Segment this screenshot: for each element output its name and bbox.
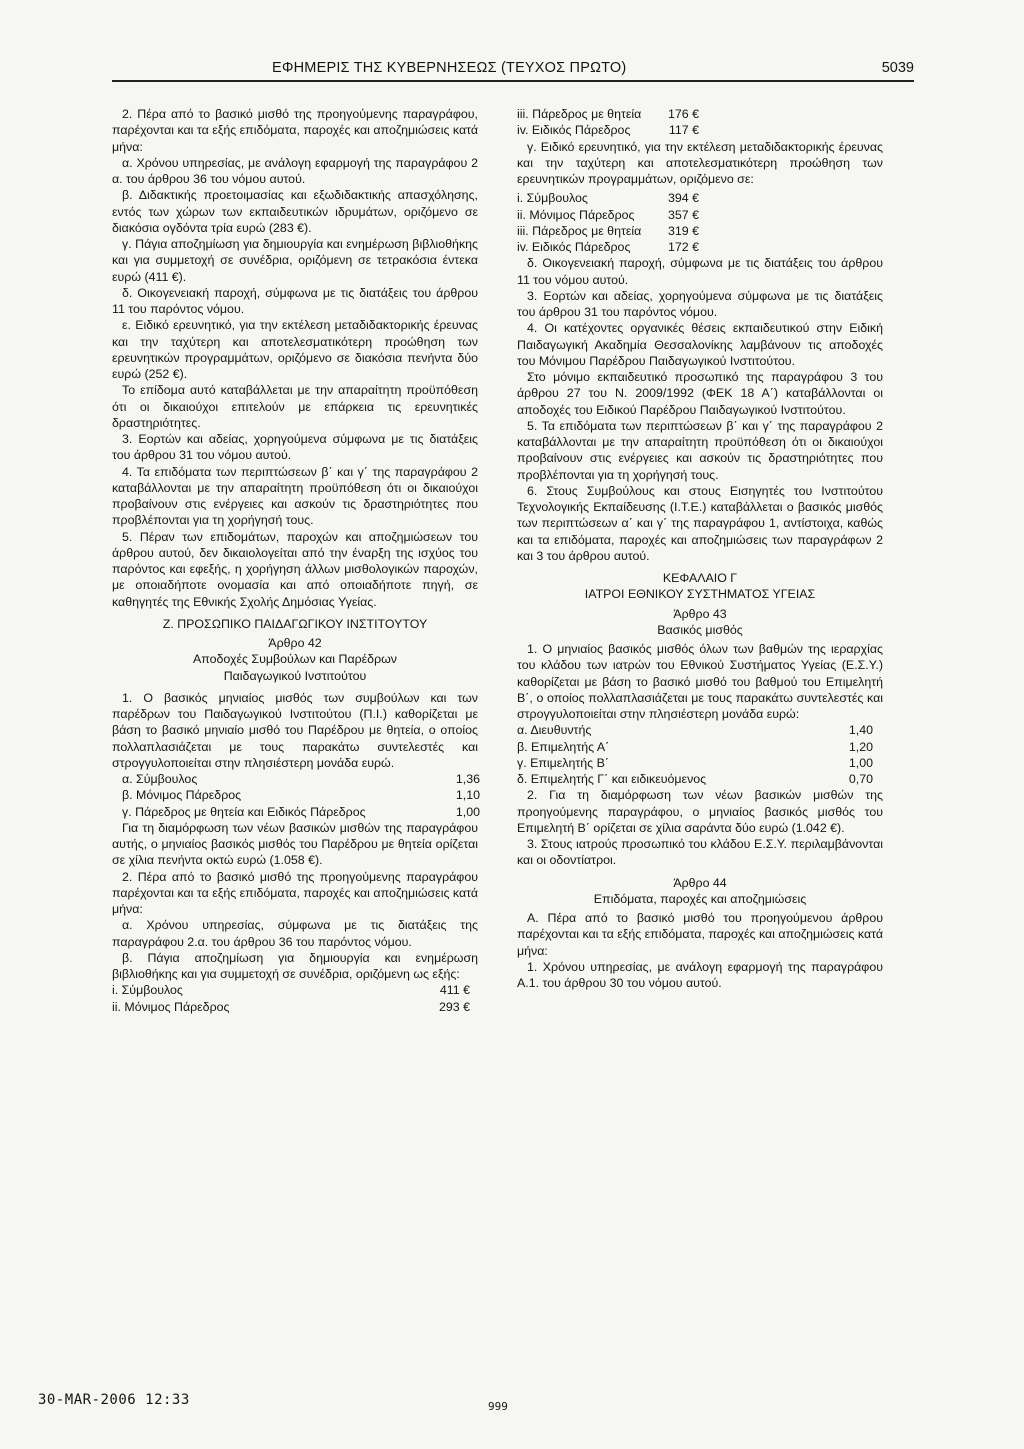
paragraph: Στο μόνιμο εκπαιδευτικό προσωπικό της παραγράφου 3 του άρθρου 27 του Ν. 2009/1992 (ΦΕΚ 18 Α΄) καταβάλλονται οι αποδοχές του Ειδικού Παρέδρου Παιδαγωγικού Ινστιτούτου. [517,370,883,417]
paragraph: 3. Εορτών και αδείας, χορηγούμενα σύμφωνα με τις διατάξεις του άρθρου 31 του νόμου αυτού. [112,432,478,463]
paragraph: 6. Στους Συμβούλους και στους Εισηγητές του Ινστιτούτου Τεχνολογικής Εκπαίδευσης (Ι.Τ.Ε.) καταβάλλεται ο βασικός μισθός των περιπτώσεων α΄ και γ΄ της παραγράφου 1, αντίστοιχα, καθώς και τα επιδόματα, παροχές και αποζημιώσεις των παραγράφων 2 και 3 του άρθρου αυτού. [517,483,883,563]
header-rule [112,80,914,82]
article-title: Παιδαγωγικού Ινστιτούτου [223,668,367,683]
gazette-title: ΕΦΗΜΕΡΙΣ ΤΗΣ ΚΥΒΕΡΝΗΣΕΩΣ (ΤΕΥΧΟΣ ΠΡΩΤΟ) [272,60,627,76]
paragraph: 3. Στους ιατρούς προσωπικό του κλάδου Ε.Σ.Υ. περιλαμβάνονται και οι οδοντίατροι. [517,837,883,868]
coefficient-row: α. Σύμβουλος 1,36 [122,772,480,786]
paragraph: 2. Πέρα από το βασικό μισθό της προηγούμενης παραγράφου, παρέχονται και τα εξής επιδόματα, παροχές και αποζημιώσεις κατά μήνα: [112,107,478,154]
paragraph: 1. Χρόνου υπηρεσίας, με ανάλογη εφαρμογή της παραγράφου Α.1. του άρθρου 30 του νόμου αυτού. [517,959,883,990]
paragraph: 1. Ο βασικός μηνιαίος μισθός των συμβούλων και των παρέδρων του Παιδαγωγικού Ινστιτούτου (Π.Ι.) καθορίζεται με βάση το βασικό μηνιαίο μισθό του Παρέδρου με θητεία, ο οποίος πολλαπλασιάζεται με τους παρακάτω συντελεστές και στρογγυλοποιείται στην πλησιέστερη μονάδα ευρώ. [112,690,478,770]
page-number: 5039 [881,60,914,76]
paragraph: 5. Πέραν των επιδομάτων, παροχών και αποζημιώσεων του άρθρου αυτού, δεν δικαιολογείται από την έναρξη της ισχύος του παρόντος και εφεξής, η χορήγηση άλλων μισθολογικών παροχών, με οποιαδήποτε ονομασία και από οποιαδήποτε πηγή, σε καθηγητές της Εθνικής Σχολής Δημόσιας Υγείας. [112,529,478,609]
article-number: Άρθρο 44 [673,875,727,890]
amount-row: ii. Μόνιμος Πάρεδρος 357 € [517,207,699,222]
amount-row: i. Σύμβουλος 394 € [517,191,699,206]
page-header [112,58,914,80]
amount-row: ii. Μόνιμος Πάρεδρος 293 € [112,999,470,1014]
paragraph: β. Διδακτικής προετοιμασίας και εξωδιδακτικής απασχόλησης, εντός των χώρων των εκπαιδευτικών ιδρυμάτων, οριζόμενο σε διακόσια ογδόντα τρία ευρώ (283 €). [112,188,478,235]
amount-row: iv. Ειδικός Πάρεδρος 172 € [517,240,699,254]
coefficient-row: α. Διευθυντής 1,40 [517,723,873,738]
paragraph: β. Πάγια αποζημίωση για δημιουργία και ενημέρωση βιβλιοθήκης και για συμμετοχή σε συνέδρια, οριζόμενη ως εξής: [112,950,478,981]
paragraph: Για τη διαμόρφωση των νέων βασικών μισθών της παραγράφου αυτής, ο μηνιαίος βασικός μισθός του Παρέδρου με θητεία ορίζεται σε χίλια πενήντα οκτώ ευρώ (1.058 €). [112,820,478,868]
fax-timestamp: 30-MAR-2006 12:33 [38,1392,190,1408]
paragraph: Α. Πέρα από το βασικό μισθό του προηγούμενου άρθρου παρέχονται και τα εξής επιδόματα, παροχές και αποζημιώσεις κατά μήνα: [517,911,883,958]
paragraph: α. Χρόνου υπηρεσίας, σύμφωνα με τις διατάξεις της παραγράφου 2.α. του άρθρου 36 του παρόντος νόμου. [112,918,478,949]
coefficient-row: β. Μόνιμος Πάρεδρος 1,10 [122,788,480,803]
chapter-heading: Ζ. ΠΡΟΣΩΠΙΚΟ ΠΑΙΔΑΓΩΓΙΚΟΥ ΙΝΣΤΙΤΟΥΤΟΥ [162,616,428,631]
paragraph: 4. Τα επιδόματα των περιπτώσεων β΄ και γ΄ της παραγράφου 2 καταβάλλονται με την απαραίτητη προϋπόθεση ότι οι δικαιούχοι προβαίνουν στις ενέργειες και ασκούν τις δραστηριότητες που προβλέπονται για τη χορήγησή τους. [112,464,478,528]
paragraph: γ. Ειδικό ερευνητικό, για την εκτέλεση μεταδιδακτορικής έρευνας και την ταχύτερη και αποτελεσματικότερη προώθηση των ερευνητικών προγραμμάτων, οριζόμενο σε: [517,139,883,186]
coefficient-row: γ. Επιμελητής Β΄ 1,00 [517,755,873,770]
paragraph: 2. Για τη διαμόρφωση των νέων βασικών μισθών της προηγούμενης παραγράφου, ο μηνιαίος βασικός μισθός του Επιμελητή Β΄ ορίζεται σε χίλια σαράντα δύο ευρώ (1.042 €). [517,788,883,835]
paragraph: Το επίδομα αυτό καταβάλλεται με την απαραίτητη προϋπόθεση ότι οι δικαιούχοι επιτελούν με επάρκεια τις ερευνητικές δραστηριότητες. [112,383,478,430]
article-title: Επιδόματα, παροχές και αποζημιώσεις [593,891,807,906]
coefficient-row: δ. Επιμελητής Γ΄ και ειδικευόμενος 0,70 [517,772,873,786]
paragraph: δ. Οικογενειακή παροχή, σύμφωνα με τις διατάξεις του άρθρου 11 του παρόντος νόμου. [112,285,478,316]
chapter-heading: ΙΑΤΡΟΙ ΕΘΝΙΚΟΥ ΣΥΣΤΗΜΑΤΟΣ ΥΓΕΙΑΣ [584,587,816,602]
right-column [517,106,883,991]
amount-row: iii. Πάρεδρος με θητεία 319 € [517,223,699,238]
coefficient-row: γ. Πάρεδρος με θητεία και Ειδικός Πάρεδρος 1,00 [122,804,480,819]
paragraph: α. Χρόνου υπηρεσίας, με ανάλογη εφαρμογή της παραγράφου 2 α. του άρθρου 36 του νόμου αυτού. [112,155,478,186]
amount-row: iii. Πάρεδρος με θητεία 176 € [517,107,699,121]
chapter-heading: ΚΕΦΑΛΑΙΟ Γ [662,571,738,585]
coefficient-row: β. Επιμελητής Α΄ 1,20 [517,739,873,754]
paragraph: 1. Ο μηνιαίος βασικός μισθός όλων των βαθμών της ιεραρχίας του κλάδου των ιατρών του Εθνικού Συστήματος Υγείας (Ε.Σ.Υ.) καθορίζεται με βάση το βασικό μισθό του βαθμού του Επιμελητή Β΄, ο οποίος πολλαπλασιάζεται με τους παρακάτω συντελεστές και στρογγυλοποιείται στην πλησιέστερη μονάδα ευρώ: [517,642,883,721]
paragraph: 4. Οι κατέχοντες οργανικές θέσεις εκπαιδευτικού στην Ειδική Παιδαγωγική Ακαδημία Θεσσαλονίκης λαμβάνουν τις αποδοχές του Μόνιμου Παρέδρου Παιδαγωγικού Ινστιτούτου. [517,321,883,368]
left-column [112,106,478,1015]
paragraph: δ. Οικογενειακή παροχή, σύμφωνα με τις διατάξεις του άρθρου 11 του νόμου αυτού. [517,256,883,287]
article-number: Άρθρο 43 [673,606,727,621]
article-number: Άρθρο 42 [268,636,322,650]
amount-row: i. Σύμβουλος 411 € [112,983,470,998]
amount-row: iv. Ειδικός Πάρεδρος 117 € [517,123,699,138]
paragraph: ε. Ειδικό ερευνητικό, για την εκτέλεση μεταδιδακτορικής έρευνας και την ταχύτερη και αποτελεσματικότερη προώθηση των ερευνητικών προγραμμάτων, οριζόμενο σε διακόσια πενήντα δύο ευρώ (252 €). [112,318,478,381]
paragraph: 2. Πέρα από το βασικό μισθό της προηγούμενης παραγράφου παρέχονται και τα εξής επιδόματα, παροχές και αποζημιώσεις κατά μήνα: [112,869,478,916]
article-title: Βασικός μισθός [657,622,743,637]
paragraph: γ. Πάγια αποζημίωση για δημιουργία και ενημέρωση βιβλιοθήκης και για συμμετοχή σε συνέδρια, οριζόμενη σε τετρακόσια έντεκα ευρώ (411 €). [112,237,478,284]
fax-page-number: 999 [488,1400,508,1413]
article-title: Αποδοχές Συμβούλων και Παρέδρων [192,652,397,667]
paragraph: 5. Τα επιδόματα των περιπτώσεων β΄ και γ΄ της παραγράφου 2 καταβάλλονται με την απαραίτητη προϋπόθεση ότι οι δικαιούχοι προβαίνουν στις ενέργειες και ασκούν τις δραστηριότητες που προβλέπονται για τη χορήγησή τους. [517,418,883,482]
paragraph: 3. Εορτών και αδείας, χορηγούμενα σύμφωνα με τις διατάξεις του άρθρου 31 του παρόντος νόμου. [517,288,883,319]
